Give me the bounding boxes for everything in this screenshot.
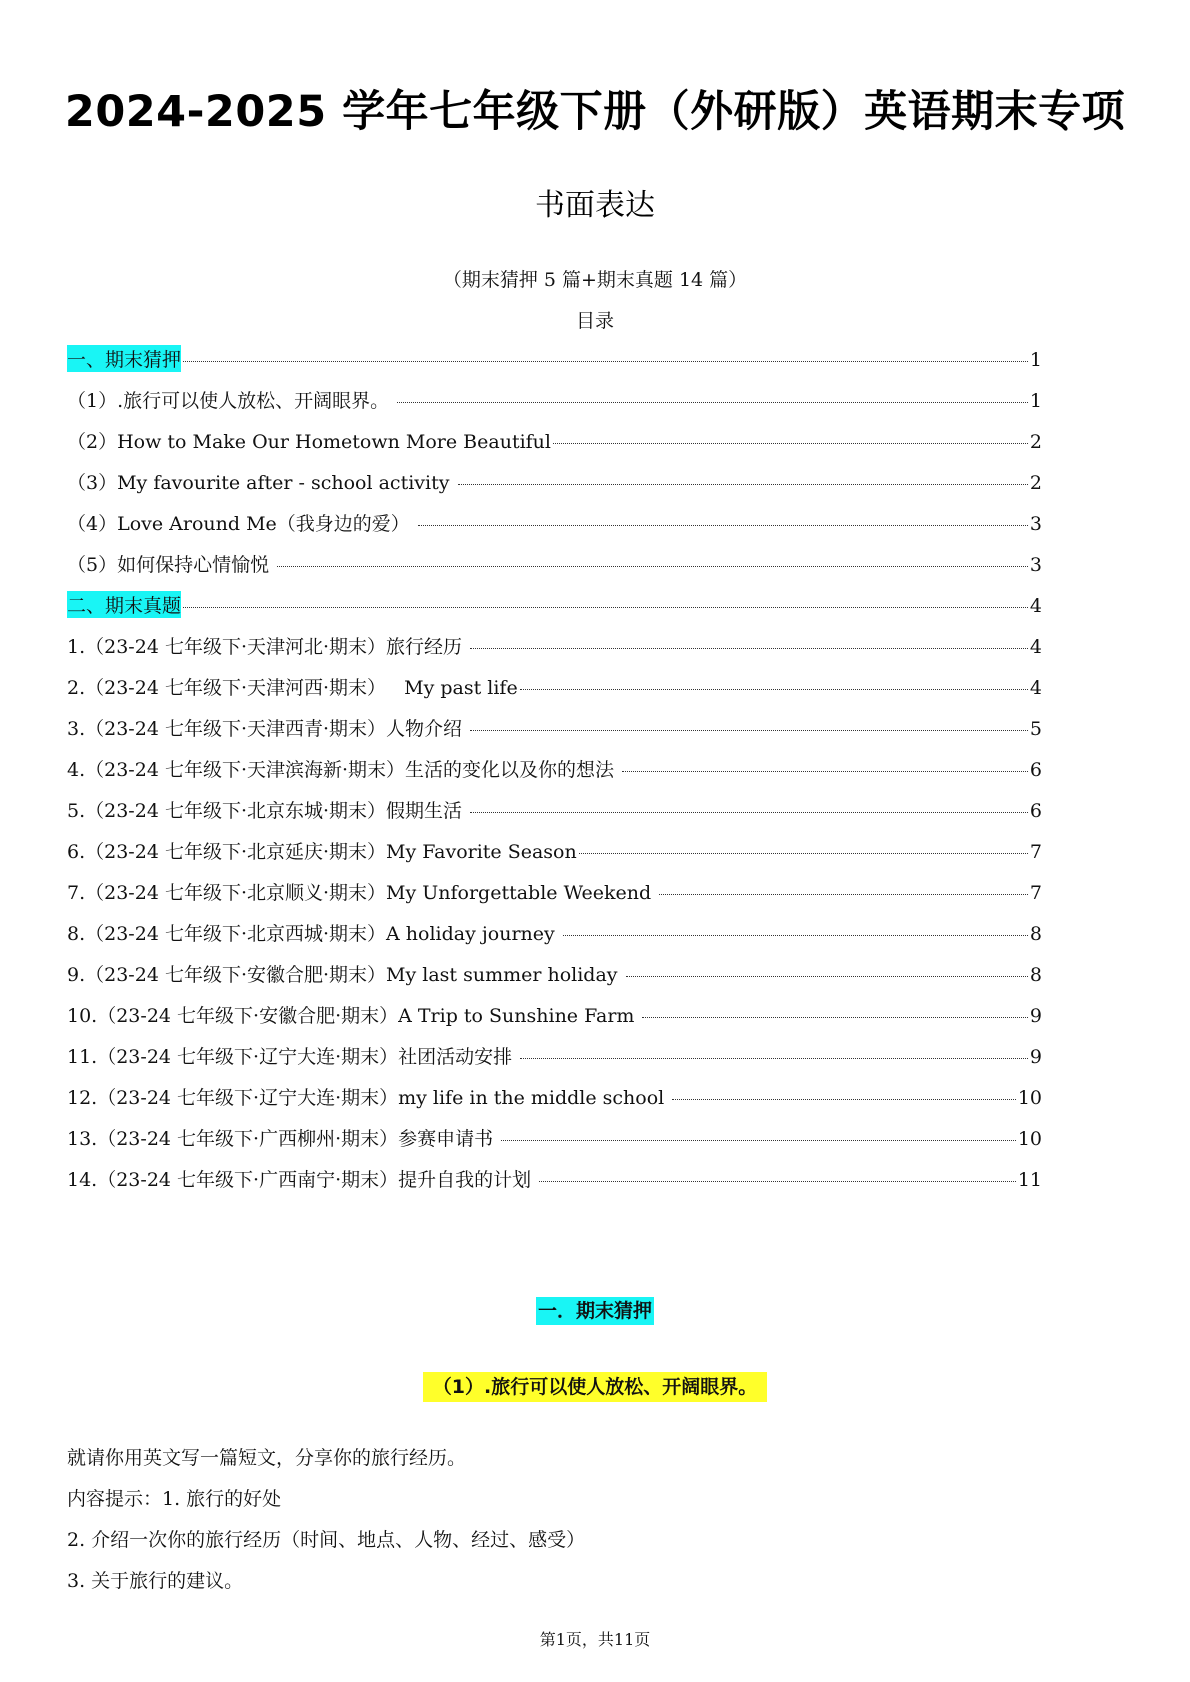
toc-leader-dots <box>539 1181 1016 1182</box>
prompt-line: 内容提示：1. 旅行的好处 <box>67 1488 282 1510</box>
toc-entry-page: 4 <box>1029 595 1042 617</box>
toc-entry-label: （5）如何保持心情愉悦 <box>67 554 276 576</box>
toc-entry[interactable] <box>67 427 1042 468</box>
toc-entry-label: 11.（23-24 七年级下·辽宁大连·期末）社团活动安排 <box>67 1046 519 1068</box>
toc-entry[interactable] <box>67 960 1042 1001</box>
toc-leader-dots <box>470 730 1028 731</box>
toc-entry[interactable] <box>67 632 1042 673</box>
toc-entry-label: 10.（23-24 七年级下·安徽合肥·期末）A Trip to Sunshine Farm <box>67 1005 641 1027</box>
toc-entry[interactable] <box>67 468 1042 509</box>
toc-entry-page: 4 <box>1029 677 1042 699</box>
toc-entry-label: 3.（23-24 七年级下·天津西青·期末）人物介绍 <box>67 718 469 740</box>
toc-entry-page: 2 <box>1029 431 1042 453</box>
toc-entry[interactable] <box>67 673 1042 714</box>
toc-entry-label: 4.（23-24 七年级下·天津滨海新·期末）生活的变化以及你的想法 <box>67 759 621 781</box>
toc-entry[interactable] <box>67 550 1042 591</box>
toc-entry-label: （3）My favourite after - school activity <box>67 472 456 494</box>
toc-leader-dots <box>579 853 1028 854</box>
toc-leader-dots <box>458 484 1028 485</box>
prompt-line: 2. 介绍一次你的旅行经历（时间、地点、人物、经过、感受） <box>67 1529 586 1551</box>
article-count-line: （期末猜押 5 篇+期末真题 14 篇） <box>442 269 748 291</box>
toc-leader-dots <box>418 525 1028 526</box>
toc-leader-dots <box>553 443 1028 444</box>
toc-entry-label: 7.（23-24 七年级下·北京顺义·期末）My Unforgettable Weekend <box>67 882 658 904</box>
toc-entry-page: 6 <box>1029 800 1042 822</box>
prompt-line: 3. 关于旅行的建议。 <box>67 1570 244 1592</box>
toc-entry[interactable] <box>67 755 1042 796</box>
prompt-line: 就请你用英文写一篇短文，分享你的旅行经历。 <box>67 1447 467 1469</box>
toc-entry-label: 9.（23-24 七年级下·安徽合肥·期末）My last summer holiday <box>67 964 624 986</box>
page-footer: 第1页，共11页 <box>539 1630 651 1649</box>
toc-entry-label: 二、期末真题 <box>67 591 181 618</box>
toc-entry-page: 9 <box>1029 1005 1042 1027</box>
toc-leader-dots <box>183 607 1028 608</box>
toc-entry[interactable] <box>67 591 1042 632</box>
table-of-contents <box>67 345 1042 1206</box>
toc-entry-page: 6 <box>1029 759 1042 781</box>
toc-entry-page: 4 <box>1029 636 1042 658</box>
toc-entry[interactable] <box>67 1001 1042 1042</box>
toc-entry[interactable] <box>67 878 1042 919</box>
toc-entry-page: 3 <box>1029 513 1042 535</box>
toc-leader-dots <box>397 402 1028 403</box>
toc-entry[interactable] <box>67 1042 1042 1083</box>
toc-leader-dots <box>183 361 1028 362</box>
toc-leader-dots <box>563 935 1028 936</box>
toc-leader-dots <box>520 1058 1028 1059</box>
toc-entry-page: 2 <box>1029 472 1042 494</box>
toc-leader-dots <box>642 1017 1027 1018</box>
toc-entry-page: 8 <box>1029 923 1042 945</box>
toc-entry[interactable] <box>67 1124 1042 1165</box>
toc-entry-label: 5.（23-24 七年级下·北京东城·期末）假期生活 <box>67 800 469 822</box>
toc-leader-dots <box>277 566 1028 567</box>
toc-entry-label: 8.（23-24 七年级下·北京西城·期末）A holiday journey <box>67 923 561 945</box>
toc-leader-dots <box>470 648 1028 649</box>
toc-entry[interactable] <box>67 796 1042 837</box>
toc-entry[interactable] <box>67 1083 1042 1124</box>
subsection-heading-text: （1）.旅行可以使人放松、开阔眼界。 <box>423 1372 767 1402</box>
toc-entry-label: 6.（23-24 七年级下·北京延庆·期末）My Favorite Season <box>67 841 577 863</box>
toc-entry[interactable] <box>67 345 1042 386</box>
toc-entry-label: 一、期末猜押 <box>67 345 181 372</box>
toc-entry-page: 11 <box>1017 1169 1042 1191</box>
toc-entry-page: 7 <box>1029 882 1042 904</box>
toc-entry-label: 2.（23-24 七年级下·天津河西·期末） My past life <box>67 677 518 699</box>
toc-leader-dots <box>659 894 1028 895</box>
toc-entry-label: 12.（23-24 七年级下·辽宁大连·期末）my life in the middle school <box>67 1087 671 1109</box>
toc-entry[interactable] <box>67 837 1042 878</box>
toc-entry[interactable] <box>67 919 1042 960</box>
toc-entry-label: 1.（23-24 七年级下·天津河北·期末）旅行经历 <box>67 636 469 658</box>
toc-leader-dots <box>501 1140 1016 1141</box>
toc-entry-page: 1 <box>1029 349 1042 371</box>
toc-heading: 目录 <box>575 310 614 332</box>
toc-entry-label: 13.（23-24 七年级下·广西柳州·期末）参赛申请书 <box>67 1128 500 1150</box>
toc-leader-dots <box>470 812 1028 813</box>
toc-entry-label: （2）How to Make Our Hometown More Beautiful <box>67 431 551 453</box>
page-subtitle: 书面表达 <box>535 188 655 223</box>
subsection-heading <box>0 1372 1190 1399</box>
toc-leader-dots <box>622 771 1028 772</box>
toc-entry-page: 7 <box>1029 841 1042 863</box>
page-title: 2024-2025 学年七年级下册（外研版）英语期末专项 <box>64 87 1126 137</box>
toc-entry-page: 10 <box>1017 1087 1042 1109</box>
toc-entry-label: 14.（23-24 七年级下·广西南宁·期末）提升自我的计划 <box>67 1169 538 1191</box>
toc-entry-page: 9 <box>1029 1046 1042 1068</box>
toc-entry-page: 10 <box>1017 1128 1042 1150</box>
toc-entry-page: 1 <box>1029 390 1042 412</box>
toc-entry-label: （4）Love Around Me（我身边的爱） <box>67 513 416 535</box>
toc-entry[interactable] <box>67 509 1042 550</box>
toc-leader-dots <box>672 1099 1016 1100</box>
toc-entry-page: 8 <box>1029 964 1042 986</box>
toc-leader-dots <box>626 976 1028 977</box>
section-heading <box>0 1296 1190 1323</box>
toc-entry[interactable] <box>67 714 1042 755</box>
toc-entry-page: 3 <box>1029 554 1042 576</box>
prompt-body <box>67 1445 1127 1609</box>
section-heading-text: 一．期末猜押 <box>536 1297 654 1325</box>
toc-entry[interactable] <box>67 386 1042 427</box>
toc-entry-page: 5 <box>1029 718 1042 740</box>
toc-leader-dots <box>520 689 1028 690</box>
toc-entry-label: （1）.旅行可以使人放松、开阔眼界。 <box>67 390 396 412</box>
toc-entry[interactable] <box>67 1165 1042 1206</box>
